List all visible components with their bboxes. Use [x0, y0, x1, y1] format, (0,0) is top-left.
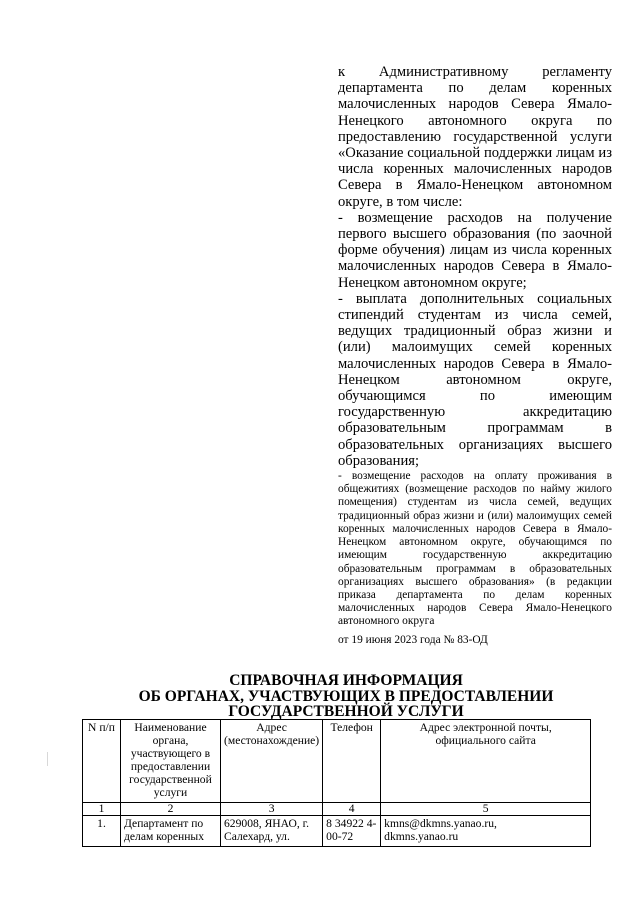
column-number-row	[83, 803, 591, 816]
organ-site-link[interactable]: dkmns.yanao.ru	[384, 830, 459, 843]
appendix-note	[338, 64, 612, 647]
appendix-paragraph: - возмещение расходов на получение первого высшего образования (по заочной форме обучения) лицам из числа коренных малочисленных народов Севера в Ямало-Ненецком автономном округе;	[338, 209, 612, 291]
column-header-organ: Наименование органа, участвующего в предоставлении государственной услуги	[121, 720, 221, 803]
organ-address: 629008, ЯНАО, г. Салехард, ул.	[221, 816, 323, 847]
column-number: 2	[121, 803, 221, 816]
margin-mark	[47, 752, 48, 766]
title-line: ГОСУДАРСТВЕННОЙ УСЛУГИ	[228, 703, 464, 721]
appendix-paragraph: - выплата дополнительных социальных стипендий студентам из числа семей, ведущих традиционный образ жизни и (или) малоимущих семей коренных малочисленных народов Севера в Ямало-Ненецком автономном округе, обучающимся по имеющим государственную аккредитацию образовательным программам в образовательных организациях высшего образования;	[338, 290, 612, 469]
column-number: 5	[381, 803, 591, 816]
row-number: 1.	[83, 816, 121, 847]
column-number: 1	[83, 803, 121, 816]
column-header-email: Адрес электронной почты, официального сайта	[381, 720, 591, 803]
appendix-paragraph: к Административному регламенту департамента по делам коренных малочисленных народов Севера Ямало-Ненецкого автономного округа по предоставлению государственной услуги «Оказание социальной поддержки лицам из числа коренных малочисленных народов Севера в Ямало-Ненецком автономном округе, в том числе:	[338, 64, 612, 210]
appendix-small-paragraph: - возмещение расходов на оплату проживания в общежитиях (возмещение расходов по найму жилого помещения) студентам из числа семей, ведущих традиционный образ жизни и (или) малоимущих семей коренных малочисленных народов Севера в Ямало-Ненецком автономном округе, обучающимся по имеющим государственную аккредитацию образовательным программам в образовательных организациях высшего образования» (в редакции приказа департамента по делам коренных малочисленных народов Севера Ямало-Ненецкого автономного округа	[338, 470, 612, 628]
appendix-date-line: от 19 июня 2023 года № 83-ОД	[338, 633, 488, 646]
organ-email-link[interactable]: kmns@dkmns.yanao.ru,	[384, 817, 497, 830]
table-row	[83, 816, 591, 847]
column-header-address: Адрес (местонахождение)	[221, 720, 323, 803]
column-header-phone: Телефон	[323, 720, 381, 803]
reference-table	[82, 719, 591, 847]
organ-phone: 8 34922 4-00-72	[323, 816, 381, 847]
table-header-row	[83, 720, 591, 803]
title-line: ОБ ОРГАНАХ, УЧАСТВУЮЩИХ В ПРЕДОСТАВЛЕНИИ	[138, 687, 554, 705]
column-number: 4	[323, 803, 381, 816]
column-header-number: N п/п	[83, 720, 121, 803]
organ-contacts	[381, 816, 591, 847]
column-number: 3	[221, 803, 323, 816]
organ-name: Департамент по делам коренных	[121, 816, 221, 847]
page-title	[120, 673, 572, 720]
title-line: СПРАВОЧНАЯ ИНФОРМАЦИЯ	[229, 672, 463, 689]
